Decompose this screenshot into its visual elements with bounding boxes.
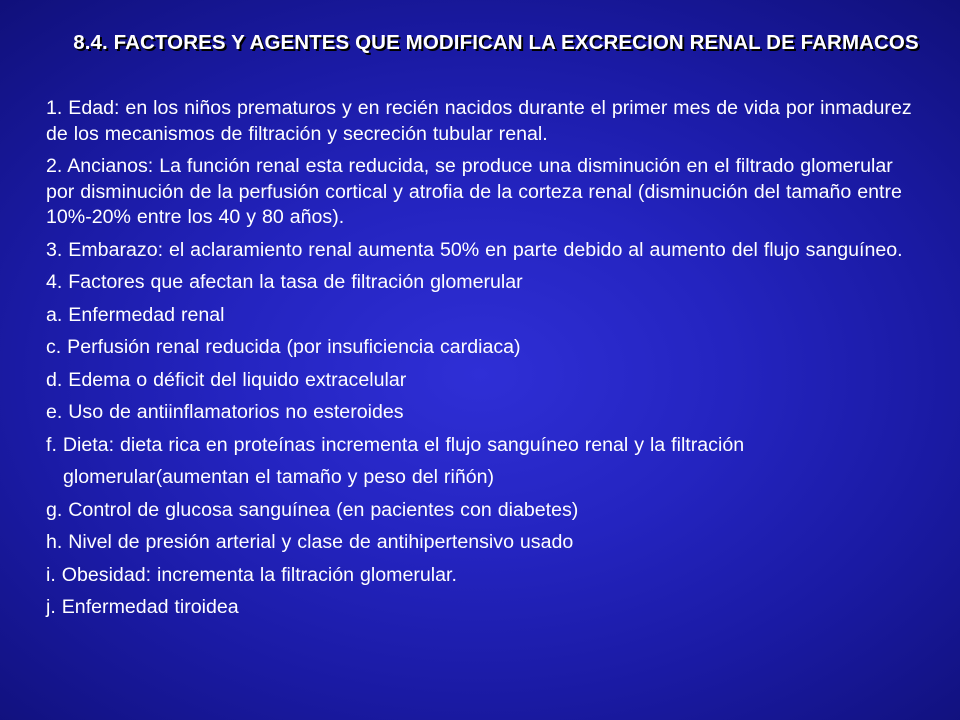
item-perfusion-renal: c. Perfusión renal reducida (por insuficiencia cardiaca) xyxy=(46,336,521,358)
item-edad: 1. Edad: en los niños prematuros y en recién nacidos durante el primer mes de vida por inmadurez de los mecanismos de filtración y secreción tubular renal. xyxy=(46,97,912,145)
item-factores-filtracion: 4. Factores que afectan la tasa de filtración glomerular xyxy=(46,271,523,293)
item-ancianos: 2. Ancianos: La función renal esta reducida, se produce una disminución en el filtrado glomerular por disminución de la perfusión cortical y atrofia de la corteza renal (disminución del tamaño entre 10%-20% entre los 40 y 80 años). xyxy=(46,155,902,228)
item-tiroidea: j. Enfermedad tiroidea xyxy=(46,596,239,618)
slide-title: 8.4. FACTORES Y AGENTES QUE MODIFICAN LA EXCRECION RENAL DE FARMACOS xyxy=(73,31,919,54)
item-edema: d. Edema o déficit del liquido extracelular xyxy=(46,368,407,391)
slide-body xyxy=(46,96,926,628)
item-enfermedad-renal: a. Enfermedad renal xyxy=(46,303,225,326)
item-obesidad: i. Obesidad: incrementa la filtración glomerular. xyxy=(46,563,457,586)
item-presion-arterial: h. Nivel de presión arterial y clase de antihipertensivo usado xyxy=(46,531,574,553)
item-glucosa: g. Control de glucosa sanguínea (en pacientes con diabetes) xyxy=(46,498,579,521)
item-dieta-continuation: glomerular(aumentan el tamaño y peso del riñón) xyxy=(63,466,495,488)
item-dieta: f. Dieta: dieta rica en proteínas incrementa el flujo sanguíneo renal y la filtración xyxy=(46,433,745,456)
item-antiinflamatorios: e. Uso de antiinflamatorios no esteroides xyxy=(46,401,404,423)
item-embarazo: 3. Embarazo: el aclaramiento renal aumenta 50% en parte debido al aumento del flujo sanguíneo. xyxy=(46,238,903,261)
